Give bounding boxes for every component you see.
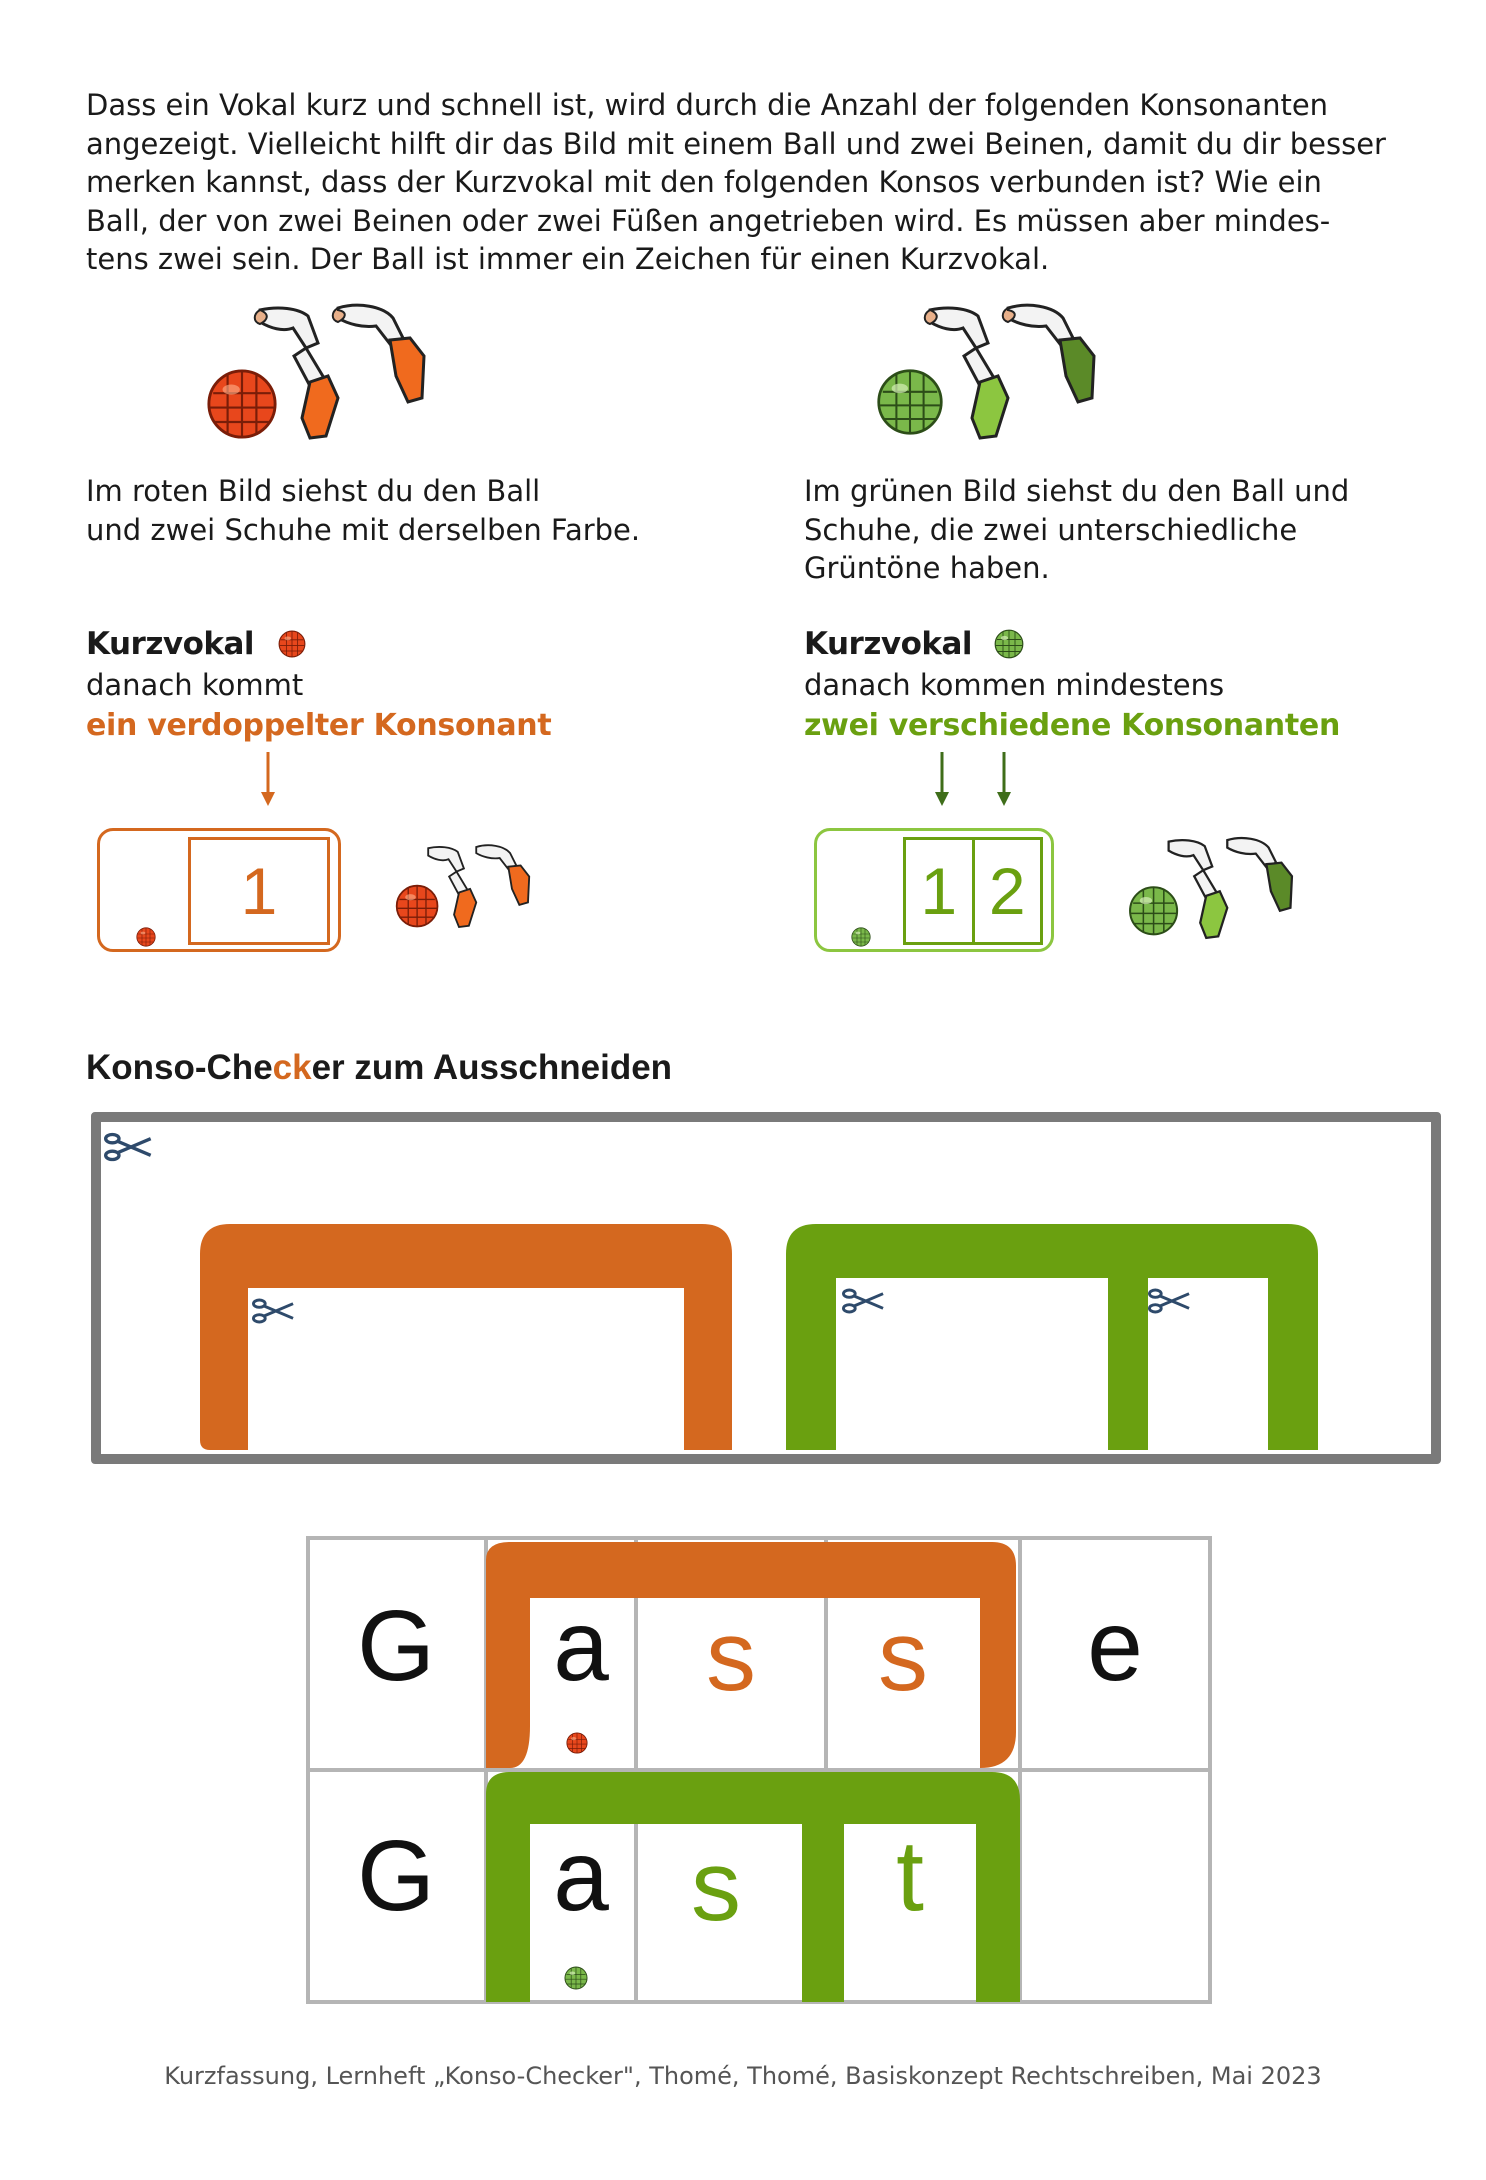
green-kicking-legs-icon	[1122, 832, 1310, 946]
cell-letter: e	[1087, 1590, 1143, 1702]
green-caption	[804, 472, 1349, 588]
intro-line: Ball, der von zwei Beinen oder zwei Füßen angetrieben wird. Es müssen aber mindes-	[86, 203, 1331, 238]
caption-line: Im roten Bild siehst du den Ball	[86, 474, 541, 508]
down-arrow-icon	[258, 752, 278, 808]
scissors-icon	[1148, 1286, 1192, 1316]
intro-line: tens zwei sein. Der Ball ist immer ein Zeichen für einen Kurzvokal.	[86, 242, 1050, 276]
digit-label: 1	[920, 854, 958, 928]
digit-cells	[903, 837, 1043, 945]
green-ball-icon	[994, 629, 1024, 659]
kurzvokal-heading: Kurzvokal	[804, 626, 973, 662]
title-part: Konso-Che	[86, 1048, 273, 1087]
green-kicking-legs-icon	[868, 298, 1118, 448]
orange-cutout-piece	[200, 1224, 732, 1450]
digit-label: 1	[240, 854, 278, 928]
digit-cell	[975, 840, 1041, 942]
cell-letter: t	[896, 1820, 924, 1932]
cell-letter: G	[357, 1590, 435, 1702]
red-consonant-box	[97, 828, 341, 952]
scissors-icon	[252, 1296, 296, 1326]
digit-cell	[906, 840, 975, 942]
green-cutout-piece	[786, 1224, 1318, 1450]
cell-letter: s	[706, 1600, 756, 1712]
intro-line: angezeigt. Vielleicht hilft dir das Bild mit einem Ball und zwei Beinen, damit du dir besser	[86, 126, 1386, 161]
cell-letter: a	[553, 1590, 609, 1702]
rule-sub: danach kommen mindestens	[804, 668, 1225, 702]
section-title	[86, 1048, 672, 1088]
green-ball-icon	[564, 1966, 588, 1990]
cell-letter: s	[691, 1830, 741, 1942]
word-table	[306, 1536, 1212, 2004]
red-kicking-legs-icon	[390, 832, 544, 942]
scissors-icon	[104, 1130, 154, 1164]
red-caption	[86, 472, 640, 549]
caption-line: und zwei Schuhe mit derselben Farbe.	[86, 512, 641, 547]
rule-text: ein verdoppelter Konsonant	[86, 708, 552, 743]
footer-citation: Kurzfassung, Lernheft „Konso-Checker", Thomé, Thomé, Basiskonzept Rechtschreiben, Mai 2023	[164, 2062, 1322, 2090]
down-arrow-icon	[994, 752, 1014, 808]
green-consonant-box	[814, 828, 1054, 952]
red-ball-icon	[278, 630, 306, 658]
green-rule-block	[804, 624, 1424, 743]
caption-line: Schuhe, die zwei unterschiedliche	[804, 512, 1298, 547]
digit-cell	[188, 837, 330, 945]
down-arrow-icon	[932, 752, 952, 808]
rule-text: zwei verschiedene Konsonanten	[804, 708, 1341, 743]
title-part: er zum Ausschneiden	[311, 1048, 673, 1087]
scissors-icon	[842, 1286, 886, 1316]
red-rule-block	[86, 624, 686, 743]
cell-letter: a	[553, 1820, 609, 1932]
red-kicking-legs-icon	[198, 298, 448, 448]
caption-line: Im grünen Bild siehst du den Ball und	[804, 474, 1350, 508]
rule-sub: danach kommt	[86, 668, 304, 702]
intro-paragraph	[86, 86, 1406, 279]
title-highlight: ck	[272, 1048, 312, 1087]
cell-letter: s	[878, 1600, 928, 1712]
green-ball-icon	[851, 927, 871, 947]
cell-letter: G	[357, 1820, 435, 1932]
caption-line: Grüntöne haben.	[804, 551, 1050, 585]
red-ball-icon	[566, 1732, 588, 1754]
digit-label: 2	[988, 854, 1026, 928]
intro-line: merken kannst, dass der Kurzvokal mit den folgenden Konsos verbunden ist? Wie ein	[86, 165, 1322, 199]
red-ball-icon	[136, 927, 156, 947]
intro-line: Dass ein Vokal kurz und schnell ist, wird durch die Anzahl der folgenden Konsonanten	[86, 88, 1329, 122]
kurzvokal-heading: Kurzvokal	[86, 626, 255, 662]
